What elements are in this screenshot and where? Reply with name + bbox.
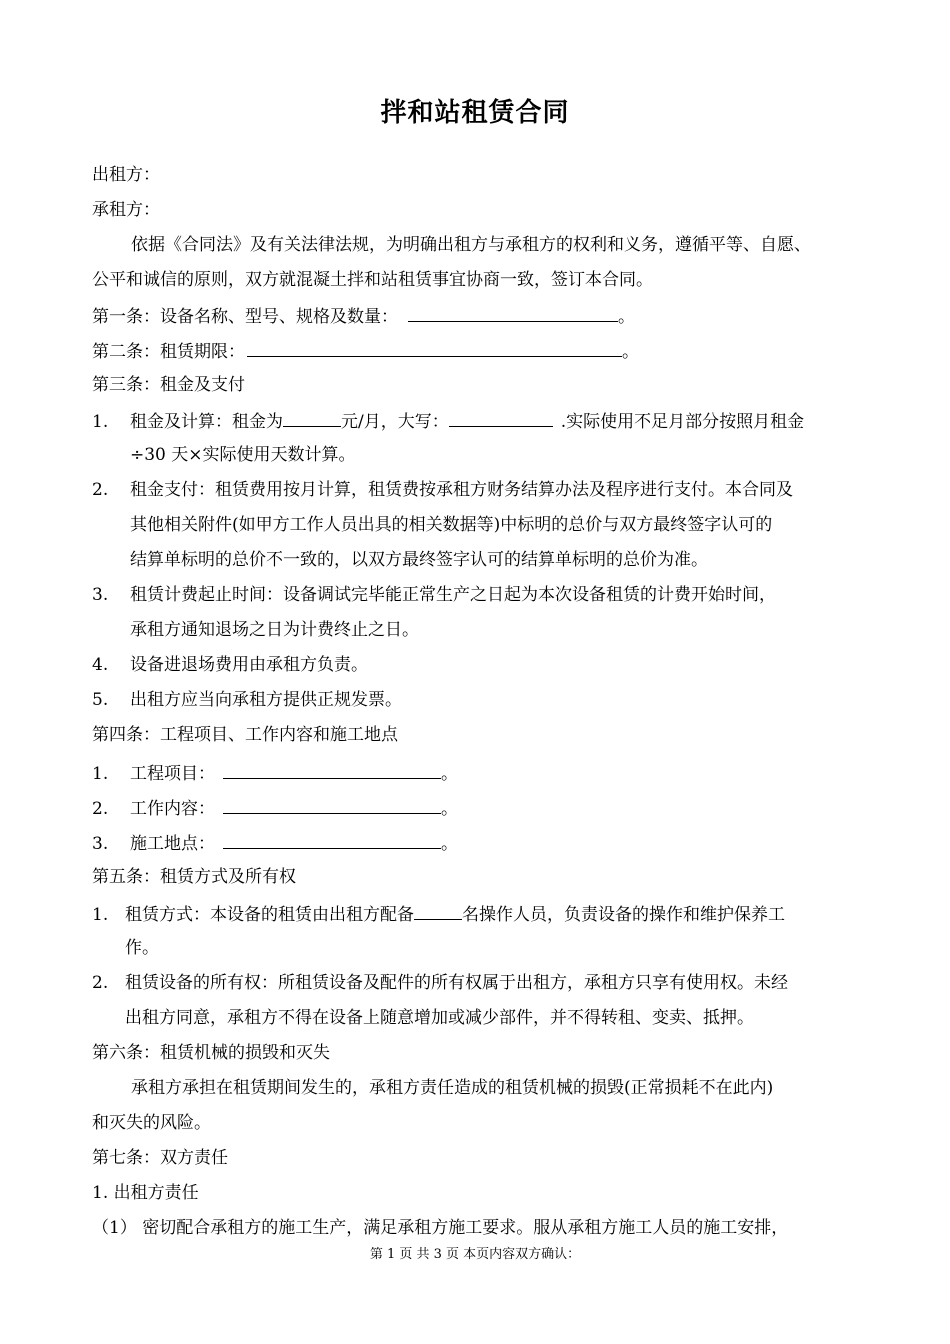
article-5-item-2-line-2: 出租方同意，承租方不得在设备上随意增加或减少部件，并不得转租、变卖、抵押。 <box>125 1008 754 1028</box>
article-6-heading: 第六条：租赁机械的损毁和灭失 <box>92 1043 330 1063</box>
article-5-item-1-line-2: 作。 <box>125 938 159 958</box>
item-text-cont: 名操作人员，负责设备的操作和维护保养工 <box>462 905 785 925</box>
item-end: 。 <box>441 799 458 819</box>
article-3-item-4 <box>92 653 368 677</box>
site-label: 施工地点： <box>130 834 215 854</box>
project-blank[interactable] <box>223 760 441 779</box>
rent-capital-blank[interactable] <box>449 408 553 427</box>
article-3-item-1 <box>92 408 804 434</box>
lessor-line: 出租方： <box>92 165 160 185</box>
item-text: 设备进退场费用由承租方负责。 <box>130 655 368 675</box>
item-number: 3. <box>92 585 109 605</box>
article-2-end: 。 <box>622 342 639 362</box>
rent-unit-text: 元/月，大写： <box>341 412 449 432</box>
article-5-item-2 <box>92 971 788 995</box>
page-footer: 第 1 页 共 3 页 本页内容双方确认： <box>369 1247 581 1262</box>
operator-count-blank[interactable] <box>414 901 462 920</box>
article-1-end: 。 <box>618 307 635 327</box>
article-3-item-3 <box>92 583 776 607</box>
rent-amount-blank[interactable] <box>283 408 341 427</box>
article-1 <box>92 303 635 329</box>
lessee-line: 承租方： <box>92 200 160 220</box>
article-1-text: 第一条：设备名称、型号、规格及数量： <box>92 307 398 327</box>
item-text: 租赁方式：本设备的租赁由出租方配备 <box>125 905 414 925</box>
item-text: 租金支付：租赁费用按月计算，租赁费按承租方财务结算办法及程序进行支付。本合同及 <box>130 480 793 500</box>
item-text: 出租方应当向承租方提供正规发票。 <box>130 690 402 710</box>
item-end: 。 <box>441 834 458 854</box>
lease-term-blank[interactable] <box>247 338 622 357</box>
equipment-blank[interactable] <box>408 303 618 322</box>
preamble-line-2: 公平和诚信的原则，双方就混凝土拌和站租赁事宜协商一致，签订本合同。 <box>92 270 653 290</box>
article-6-line-1: 承租方承担在租赁期间发生的，承租方责任造成的租赁机械的损毁(正常损耗不在此内) <box>131 1078 774 1098</box>
article-2 <box>92 338 639 364</box>
article-3-heading: 第三条：租金及支付 <box>92 375 245 395</box>
work-content-blank[interactable] <box>223 795 441 814</box>
item-number: 2. <box>92 799 109 819</box>
project-label: 工程项目： <box>130 764 215 784</box>
article-3-item-5 <box>92 688 402 712</box>
article-3-item-2 <box>92 478 793 502</box>
item-number: 3. <box>92 834 109 854</box>
item-number: 4. <box>92 655 109 675</box>
item-number: 5. <box>92 690 109 710</box>
item-text: 租赁计费起止时间：设备调试完毕能正常生产之日起为本次设备租赁的计费开始时间， <box>130 585 776 605</box>
article-4-item-1 <box>92 760 458 786</box>
site-blank[interactable] <box>223 830 441 849</box>
item-number: 1. <box>92 412 109 432</box>
article-4-item-3 <box>92 830 458 856</box>
rent-rule-text: .实际使用不足月部分按照月租金 <box>560 412 805 432</box>
item-number: 2. <box>92 973 109 993</box>
article-3-item-3-line-2: 承租方通知退场之日为计费终止之日。 <box>130 620 419 640</box>
item-number: 1. <box>92 764 109 784</box>
article-7-heading: 第七条：双方责任 <box>92 1148 228 1168</box>
item-end: 。 <box>441 764 458 784</box>
article-5-item-1 <box>92 901 785 927</box>
item-text: 租赁设备的所有权：所租赁设备及配件的所有权属于出租方，承租方只享有使用权。未经 <box>125 973 788 993</box>
article-7-sub-1-item-1: （1） 密切配合承租方的施工生产，满足承租方施工要求。服从承租方施工人员的施工安排， <box>92 1218 789 1238</box>
article-4-item-2 <box>92 795 458 821</box>
article-3-item-2-line-3: 结算单标明的总价不一致的，以双方最终签字认可的结算单标明的总价为准。 <box>130 550 708 570</box>
item-number: 1. <box>92 905 109 925</box>
rent-text: 租金及计算：租金为 <box>130 412 283 432</box>
article-4-heading: 第四条：工程项目、工作内容和施工地点 <box>92 725 398 745</box>
article-5-heading: 第五条：租赁方式及所有权 <box>92 867 296 887</box>
article-6-line-2: 和灭失的风险。 <box>92 1113 211 1133</box>
work-content-label: 工作内容： <box>130 799 215 819</box>
article-3-item-1-line-2: ÷30 天×实际使用天数计算。 <box>130 445 356 465</box>
document-title: 拌和站租赁合同 <box>380 98 570 128</box>
item-number: 2. <box>92 480 109 500</box>
article-3-item-2-line-2: 其他相关附件(如甲方工作人员出具的相关数据等)中标明的总价与双方最终签字认可的 <box>130 515 773 535</box>
article-7-sub-1: 1. 出租方责任 <box>92 1183 199 1203</box>
article-2-text: 第二条：租赁期限： <box>92 342 245 362</box>
preamble-line-1: 依据《合同法》及有关法律法规，为明确出租方与承租方的权利和义务，遵循平等、自愿、 <box>131 235 811 255</box>
